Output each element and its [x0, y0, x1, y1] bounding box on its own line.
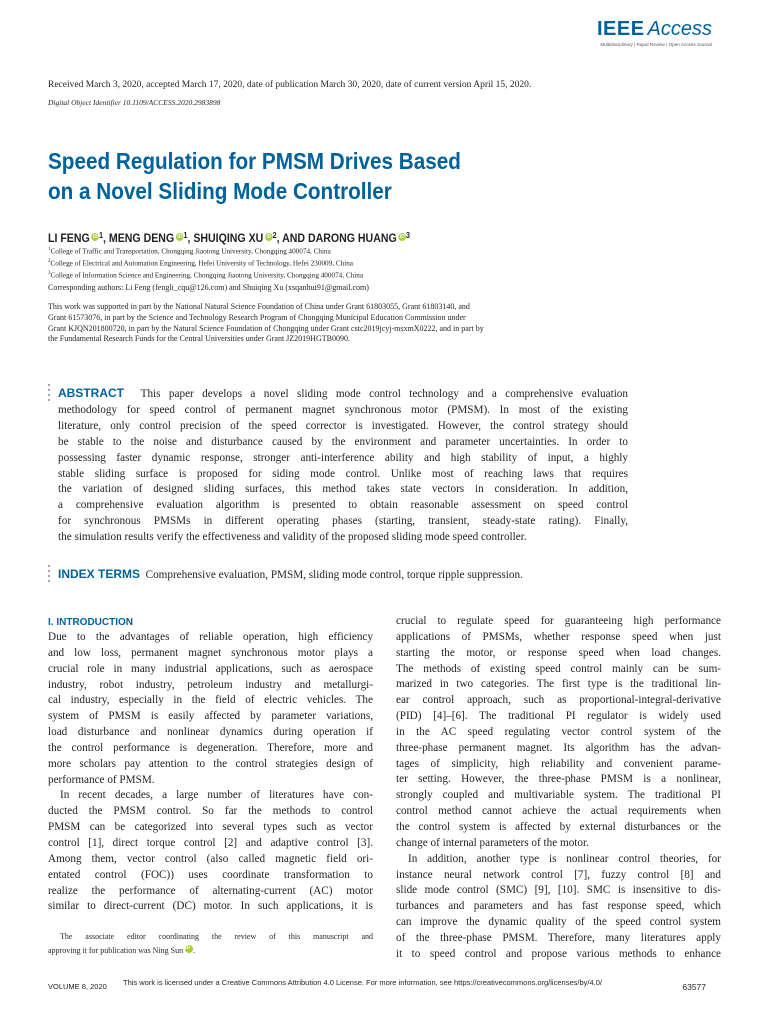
affiliation	[48, 245, 363, 257]
author-list	[48, 231, 410, 245]
author-affiliation-number: 3	[405, 231, 411, 240]
license-notice[interactable]: This work is licensed under a Creative Commons Attribution 4.0 License. For more information, see https://creativecommons.org/licenses/by/4.0/	[123, 978, 602, 987]
body-line: performance of PMSM.	[48, 773, 155, 786]
index-terms	[58, 567, 523, 581]
abstract-marker	[48, 384, 52, 404]
body-line: realize the performance of alternating-current (AC) motor	[48, 884, 373, 897]
body-line: and low loss, permanent magnet synchronous motor plays a	[48, 646, 373, 659]
funding-statement	[48, 302, 608, 345]
journal-wordmark	[597, 18, 712, 40]
body-line: crucial role in many industrial applications, such as aerospace	[48, 662, 373, 675]
affiliation	[48, 269, 363, 281]
body-line: load disturbance and nonlinear dynamics during operation if	[48, 726, 373, 739]
body-line: The methods of existing speed control mainly can be sum-	[396, 662, 721, 675]
body-line: the control performance is degeneration. Therefore, more and	[48, 741, 373, 754]
body-line: control method cannot achieve the actual requirements when	[396, 805, 721, 818]
affiliation-text: College of Electrical and Automation Engineering, Hefei University of Technology, Hefei 230009, China	[50, 259, 353, 268]
orcid-icon[interactable]: iD	[399, 234, 405, 240]
abstract-line: literature, only control precision of the speed corrector is investigated. However, the control strategy should	[58, 419, 628, 432]
body-line: ducted the PMSM control. So far the methods to control	[48, 805, 373, 818]
body-line: Among them, vector control (also called magnetic field ori-	[48, 852, 373, 865]
body-line: slide mode control (SMC) [9], [10]. SMC is insensitive to dis-	[396, 884, 721, 897]
author-affiliation-number: 1	[183, 231, 188, 240]
body-line: PMSM can be categorized into several types such as vector	[48, 821, 373, 834]
orcid-icon[interactable]: iD	[185, 945, 193, 953]
author-name: LI FENG	[48, 233, 90, 245]
editor-footnote	[48, 930, 373, 958]
index-terms-marker	[48, 565, 52, 585]
journal-name-bold: IEEE	[596, 18, 645, 40]
abstract-line	[58, 386, 628, 403]
body-line: cal industry, especially in the field of electric vehicles. The	[48, 694, 373, 707]
journal-logo	[597, 18, 712, 47]
journal-name-italic: Access	[647, 18, 712, 40]
funding-line: Grant KJQN201800720, in part by the Natural Science Foundation of Chongqing under Grant cstc2019jcyj-msxmX0222, and in part by	[48, 323, 484, 333]
author-name: MENG DENG	[108, 233, 175, 245]
body-line: can improve the dynamic quality of the speed control system	[396, 916, 721, 929]
body-line: marized in two categories. The first type is the traditional lin-	[396, 678, 721, 691]
body-line: crucial to regulate speed for guaranteeing high performance	[396, 615, 721, 627]
paper-title-line: on a Novel Sliding Mode Controller	[48, 178, 392, 204]
abstract-line: stable sliding surface is proposed for siding mode control. Unlike most of reaching laws that requires	[58, 467, 628, 480]
abstract-line: be stable to the noise and disturbance caused by the environment and parameter uncertainties. In order to	[58, 435, 628, 448]
body-line: more scholars pay attention to the control strategies design of	[48, 757, 373, 770]
abstract-heading: ABSTRACT	[58, 386, 124, 400]
author-name: SHUIQING XU	[193, 233, 264, 245]
abstract-line: possessing faster dynamic response, stronger anti-interference ability and high stability of input, a highly	[58, 451, 628, 464]
affiliation-text: College of Traffic and Transportation, Chongqing Jiaotong University, Chongqing 400074, China	[50, 247, 331, 256]
body-line: change of internal parameters of the motor.	[396, 836, 589, 849]
body-line: In addition, another type is nonlinear control theories, for	[408, 852, 721, 865]
section-heading: I. INTRODUCTION	[48, 617, 133, 628]
funding-line: the Fundamental Research Funds for the Central Universities under Grant JZ2019HGTB0090.	[48, 334, 350, 344]
abstract-text: This paper develops a novel sliding mode control technology and a comprehensive evaluation	[140, 388, 628, 400]
body-line: In recent decades, a large number of literatures have con-	[60, 789, 373, 802]
body-column-right	[396, 614, 721, 963]
affiliation-text: College of Information Science and Engineering, Chongqing Jiaotong University, Chongqing 400074, China	[50, 271, 364, 280]
body-line: turbances and parameters and has fast response speed, which	[396, 900, 721, 913]
author-separator: ,	[187, 233, 194, 245]
page-footer	[48, 978, 706, 992]
body-line: control [1], direct torque control [2] and adaptive control [3].	[48, 836, 373, 849]
body-line: tages of simplicity, high reliability and convenient parame-	[396, 757, 721, 770]
received-dates: Received March 3, 2020, accepted March 17, 2020, date of publication March 30, 2020, date of current version April 15, 2020.	[48, 80, 532, 90]
body-column-left	[48, 614, 373, 915]
body-line: strongly coupled and multivariable system. The traditional PI	[396, 789, 721, 802]
body-line: similar to direct-current (DC) motor. In such applications, it is	[48, 900, 373, 913]
author-affiliation-number: 1	[98, 231, 104, 240]
index-terms-heading: INDEX TERMS	[58, 567, 141, 581]
orcid-icon[interactable]: iD	[177, 234, 182, 240]
abstract	[58, 386, 628, 546]
funding-line: Grant 61573076, in part by the Science and Technology Research Program of Chongqing Municipal Education Commission under	[48, 312, 466, 322]
author-affiliation-number: 2	[272, 231, 277, 240]
abstract-line: a comprehensive evaluation algorithm is presented to obtain reasonable assessment on speed control	[58, 499, 628, 512]
body-line: three-phase permanent magnet. Its algorithm has the advan-	[396, 741, 721, 754]
doi: Digital Object Identifier 10.1109/ACCESS.2020.2983898	[48, 98, 221, 107]
orcid-icon[interactable]: iD	[266, 234, 272, 240]
body-line: starting the motor, or response speed when load changes.	[396, 646, 721, 659]
orcid-icon[interactable]: iD	[92, 234, 98, 240]
affiliation-number: 1	[48, 247, 51, 252]
body-line: applications of PMSMs, whether response speed when just	[396, 630, 721, 643]
body-line: of the three-phase PMSM. Therefore, many literatures apply	[396, 931, 721, 944]
body-line: Due to the advantages of reliable operation, high efficiency	[48, 631, 373, 643]
corresponding-authors: Corresponding authors: Li Feng (fengli_cqu@126.com) and Shuiqing Xu (xsqanhui91@gmail.com)	[48, 283, 369, 292]
author-separator: ,	[103, 233, 109, 245]
affiliation	[48, 257, 363, 269]
body-line: (PID) [4]–[6]. The traditional PI regulator is widely used	[396, 710, 721, 723]
footnote-line: The associate editor coordinating the review of this manuscript and	[60, 932, 373, 941]
body-line: entated control (FOC)) uses coordinate transformation to	[48, 868, 373, 881]
paper-title	[48, 146, 606, 206]
index-terms-text: Comprehensive evaluation, PMSM, sliding mode control, torque ripple suppression.	[145, 569, 523, 581]
volume-label: VOLUME 8, 2020	[48, 982, 107, 991]
journal-tagline: Multidisciplinary | Rapid Review | Open Access Journal	[600, 42, 712, 47]
body-line: instance neural network control [7], fuzzy control [8] and	[396, 868, 721, 881]
abstract-line: the variation of designed sliding surfaces, this method takes state vectors in consideration. In addition,	[58, 483, 628, 496]
page-number: 63577	[682, 982, 706, 992]
body-line: it to speed control and propose various methods to enhance	[396, 947, 721, 960]
body-line: industry, robot industry, petroleum industry and metallurgi-	[48, 678, 373, 691]
affiliations	[48, 245, 363, 281]
abstract-line: the simulation results verify the effectiveness and validity of the proposed sliding mode speed controller.	[58, 531, 527, 544]
affiliation-number: 3	[48, 270, 51, 276]
footnote-text: approving it for publication was Ning Sun	[48, 946, 184, 955]
paper-title-line: Speed Regulation for PMSM Drives Based	[48, 148, 461, 174]
author-name: DARONG HUANG	[307, 233, 397, 245]
abstract-line: methodology for speed control of permanent magnet synchronous motor (PMSM). In most of the existing	[58, 403, 628, 416]
body-line: in the AC speed regulating vector control system of the	[396, 725, 721, 738]
body-line: ear control approach, such as proportional-integral-derivative	[396, 694, 721, 707]
funding-line: This work was supported in part by the National Natural Science Foundation of China under Grant 61803055, Grant 61803140, and	[48, 302, 470, 311]
author-separator: , AND	[276, 233, 308, 245]
abstract-line: for synchronous PMSMs in different operating phases (starting, transient, steady-state rating). Finally,	[58, 515, 628, 528]
body-line: system of PMSM is easily affected by parameter variations,	[48, 710, 373, 723]
body-line: ter setting. However, the three-phase PMSM is a nonlinear,	[396, 773, 721, 786]
footnote-line: approving it for publication was Ning Sun iD .	[48, 946, 196, 955]
body-line: the control system is affected by external disturbances or the	[396, 820, 721, 833]
affiliation-number: 2	[48, 258, 51, 264]
